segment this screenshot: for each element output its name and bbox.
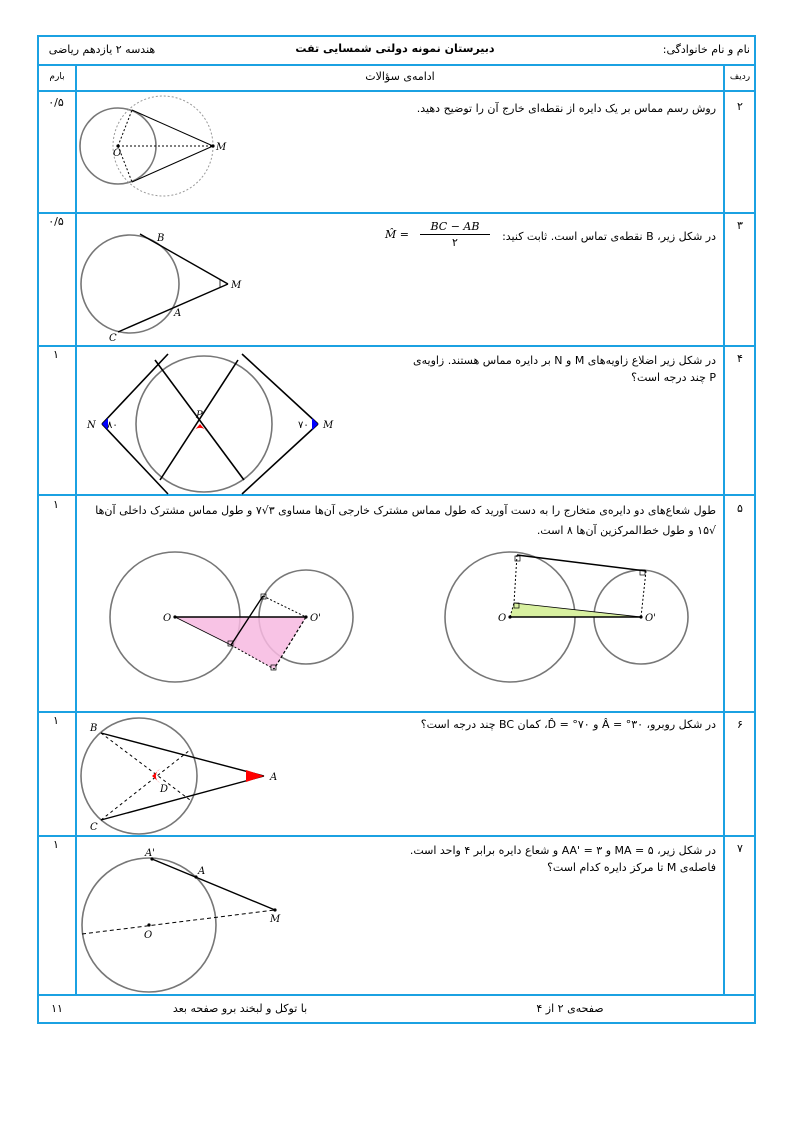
total-score: ۱۱ — [51, 1002, 63, 1015]
question-text-line1: در شکل زیر اضلاع زاویه‌های M و N بر دایره مماس هستند. زاویه‌ی — [413, 354, 716, 367]
question-text-line1: در شکل زیر، ۵ = MA و ۳ = 'AA و شعاع دایره برابر ۴ واحد است. — [409, 844, 716, 857]
question-text: در شکل زیر، B نقطه‌ی تماس است. ثابت کنید: — [502, 230, 716, 243]
score-value: ۱ — [53, 348, 59, 361]
label-o: O — [113, 148, 122, 159]
row-number: ۵ — [737, 502, 743, 515]
label-m: M — [323, 420, 334, 431]
score-value: ۰/۵ — [48, 215, 64, 228]
name-label: نام و نام خانوادگی: — [662, 43, 750, 56]
formula-denominator: ۲ — [452, 236, 458, 249]
question-text-line2: √۱۵ و طول خط‌المرکزین آن‌ها ۸ است. — [536, 524, 716, 537]
formula-numerator: BC − AB — [420, 220, 490, 235]
label-op-left: O' — [310, 613, 321, 624]
label-d: D — [160, 784, 169, 795]
angle-n: ۸۰ — [107, 420, 118, 431]
row-number: ۴ — [737, 352, 743, 365]
label-c: C — [90, 822, 98, 833]
column-header-questions: ادامه‌ی سؤالات — [365, 70, 435, 83]
label-o-right: O — [498, 613, 507, 624]
label-c: C — [109, 333, 117, 344]
question-text-line1: طول شعاع‌های دو دایره‌ی متخارج را به دست آورید که طول مماس مشترک خارجی آن‌ها مساوی ۳√۷ و طول مماس مشترک داخلی آن‌ها — [95, 504, 716, 517]
label-a: A — [270, 772, 278, 783]
school-title: دبیرستان نمونه دولتی شمسایی تفت — [295, 42, 495, 55]
label-a: A — [198, 866, 206, 877]
score-value: ۱ — [53, 838, 59, 851]
label-op-right: O' — [645, 613, 656, 624]
label-m: M — [216, 142, 227, 153]
label-b: B — [90, 723, 98, 734]
label-ap: A' — [145, 848, 155, 859]
label-n: N — [87, 420, 96, 431]
label-m: M — [231, 280, 242, 291]
angle-m: ۷۰ — [298, 420, 309, 431]
column-header-score: بارم — [49, 72, 65, 82]
row-number: ۳ — [737, 219, 743, 232]
label-o-left: O — [163, 613, 172, 624]
score-value: ۰/۵ — [48, 96, 64, 109]
row-number: ۶ — [737, 718, 743, 731]
question-text: روش رسم مماس بر یک دایره از نقطه‌ای خارج آن را توضیح دهید. — [416, 102, 716, 115]
closing-note: با توکل و لبخند برو صفحه بعد — [172, 1002, 308, 1015]
question-text-line2: فاصله‌ی M تا مرکز دایره کدام است؟ — [547, 861, 716, 874]
row-number: ۷ — [737, 842, 743, 855]
score-value: ۱ — [53, 714, 59, 727]
course-title: هندسه ۲ یازدهم ریاضی — [48, 43, 156, 56]
score-value: ۱ — [53, 498, 59, 511]
question-text-line2: P چند درجه است؟ — [631, 371, 716, 384]
question-text: در شکل روبرو، ۳۰° = Â و ۷۰° = D̂، کمان BC چند درجه است؟ — [420, 718, 716, 731]
page-number: صفحه‌ی ۲ از ۴ — [536, 1002, 604, 1015]
label-m: M — [270, 914, 281, 925]
label-o: O — [144, 930, 153, 941]
label-a: A — [174, 308, 182, 319]
label-b: B — [157, 233, 165, 244]
column-header-row: ردیف — [729, 72, 751, 82]
label-p: P — [196, 410, 203, 421]
row-number: ۲ — [737, 100, 743, 113]
formula-lhs: M̂ = — [385, 228, 409, 241]
